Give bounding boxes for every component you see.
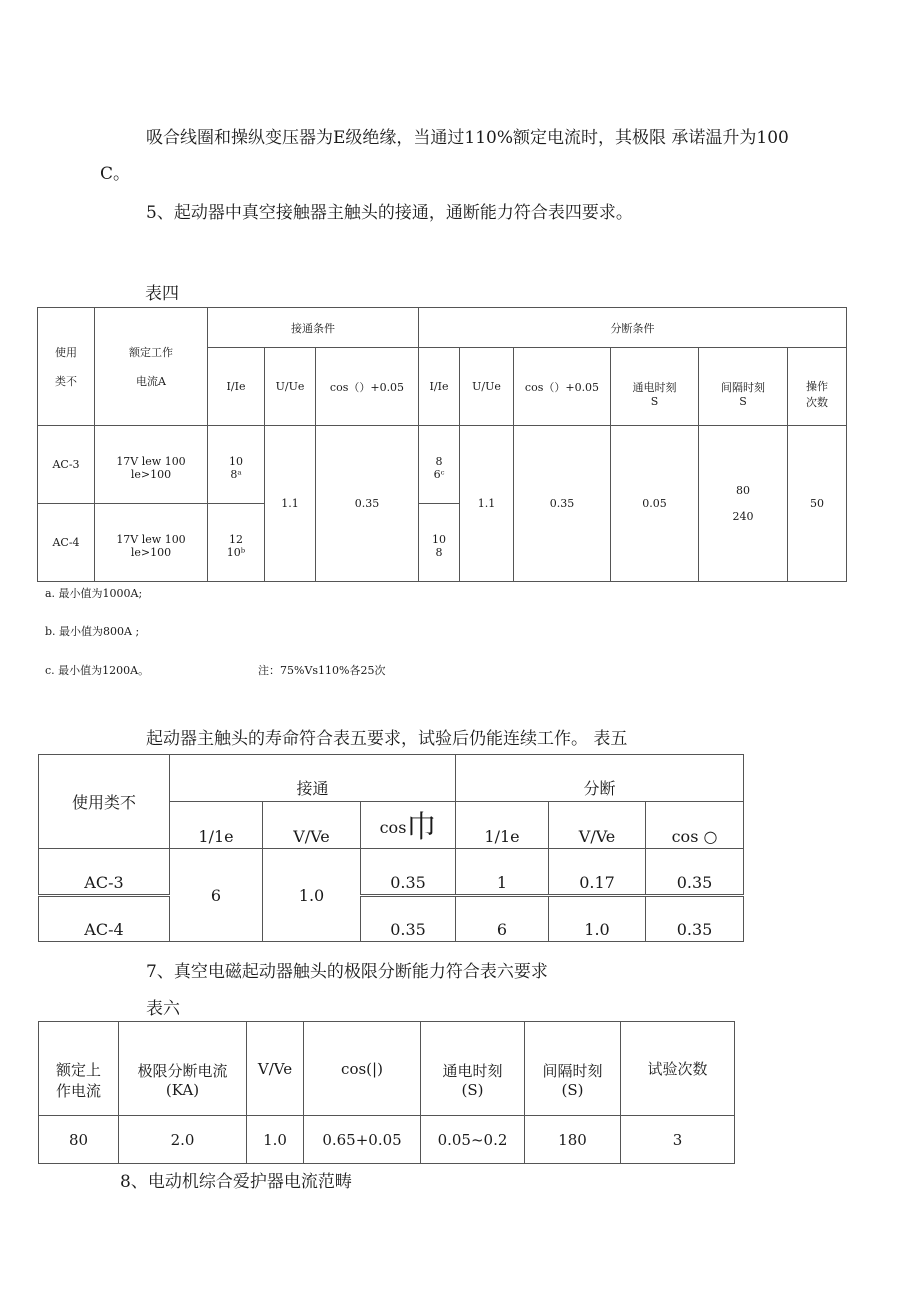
t4-break-cos: 0.35: [514, 426, 611, 582]
t4-current-ac4: 17V lew 100 le>100: [95, 504, 208, 582]
t4-ops: 操作 次数: [788, 348, 847, 426]
note-a: a. 最小值为1000A;: [45, 587, 143, 600]
t4-on-time-value: 0.05: [611, 426, 699, 582]
t5-cat-ac3: AC-3: [39, 849, 170, 896]
t6-tests-value: 3: [621, 1116, 735, 1164]
t5-cos-2: cos ○: [646, 802, 744, 849]
t6-rated-value: 80: [39, 1116, 119, 1164]
t6-limit-header: 极限分断电流 (KA): [119, 1022, 247, 1116]
t6-cos-value: 0.65+0.05: [304, 1116, 421, 1164]
t6-tests: 试验次数: [621, 1022, 735, 1116]
t5-cat-ac4: AC-4: [39, 896, 170, 942]
t5-break-i-ac4: 6: [456, 896, 549, 942]
t5-break-header: 分断: [456, 755, 744, 802]
item-8: 8、电动机综合爱护器电流范畴: [120, 1172, 352, 1192]
t4-u-ue: U/Ue: [265, 348, 316, 426]
table-row: [39, 849, 744, 896]
t6-limit-value: 2.0: [119, 1116, 247, 1164]
t4-break-header: 分断条件: [419, 308, 847, 348]
t6-int-value: 180: [525, 1116, 621, 1164]
table-row: [39, 896, 744, 942]
t5-make-i: 6: [170, 849, 263, 942]
t5-make-v: 1.0: [263, 849, 361, 942]
table-row: [38, 426, 847, 504]
note-remark: 注：75%Vs110%各25次: [258, 664, 386, 677]
table-row: [39, 1116, 735, 1164]
t4-interval: 间隔时刻 S: [699, 348, 788, 426]
item-5: 5、起动器中真空接触器主触头的接通，通断能力符合表四要求。: [146, 203, 633, 223]
t5-i-ie: 1/1e: [170, 802, 263, 849]
t4-make-i-ac3: 10 8ᵃ: [208, 426, 265, 504]
t4-u-ue-2: U/Ue: [460, 348, 514, 426]
t5-break-v-ac3: 0.17: [549, 849, 646, 896]
t6-cos: cos(|): [304, 1022, 421, 1116]
t6-v-value: 1.0: [247, 1116, 304, 1164]
t4-i-ie: I/Ie: [208, 348, 265, 426]
t5-break-i-ac3: 1: [456, 849, 549, 896]
table6-caption: 表六: [146, 999, 180, 1019]
table5-caption: 起动器主触头的寿命符合表五要求，试验后仍能连续工作。 表五: [146, 729, 628, 749]
table4: [37, 307, 847, 582]
t4-make-u: 1.1: [265, 426, 316, 582]
t6-on-time: 通电时刻 (S): [421, 1022, 525, 1116]
t5-break-cos-ac3: 0.35: [646, 849, 744, 896]
t5-v-ve-2: V/Ve: [549, 802, 646, 849]
t4-make-header: 接通条件: [208, 308, 419, 348]
t4-break-u: 1.1: [460, 426, 514, 582]
t5-cos: cos巾: [361, 802, 456, 849]
note-c: c. 最小值为1200A。: [45, 664, 150, 677]
t6-on-value: 0.05~0.2: [421, 1116, 525, 1164]
t5-category-header: 使用类不: [39, 755, 170, 849]
t4-break-i-ac3: 8 6ᶜ: [419, 426, 460, 504]
item-7: 7、真空电磁起动器触头的极限分断能力符合表六要求: [146, 962, 548, 982]
t4-rated-header: 额定工作 电流A: [95, 308, 208, 426]
t6-v-ve: V/Ve: [247, 1022, 304, 1116]
t6-interval: 间隔时刻 (S): [525, 1022, 621, 1116]
t4-make-i-ac4: 12 10ᵇ: [208, 504, 265, 582]
t4-i-ie-2: I/Ie: [419, 348, 460, 426]
t4-cos: cos（）+0.05: [316, 348, 419, 426]
t5-cos-ac4: 0.35: [361, 896, 456, 942]
t6-rated-header: 额定上 作电流: [39, 1022, 119, 1116]
table6: [38, 1021, 735, 1164]
t4-make-cos: 0.35: [316, 426, 419, 582]
note-b: b. 最小值为800A ;: [45, 625, 140, 638]
t4-break-i-ac4: 10 8: [419, 504, 460, 582]
t5-make-header: 接通: [170, 755, 456, 802]
intro-line-2: C。: [100, 164, 131, 184]
table4-caption: 表四: [145, 284, 179, 304]
t5-v-ve: V/Ve: [263, 802, 361, 849]
t5-break-cos-ac4: 0.35: [646, 896, 744, 942]
t4-category-header: 使用 类不: [38, 308, 95, 426]
intro-line-1: 吸合线圈和操纵变压器为E级绝缘，当通过110%额定电流时，其极限 承诺温升为100: [146, 128, 789, 148]
t5-break-v-ac4: 1.0: [549, 896, 646, 942]
t4-cos-2: cos（）+0.05: [514, 348, 611, 426]
t4-cat-ac3: AC-3: [38, 426, 95, 504]
table5: [38, 754, 744, 942]
t4-current-ac3: 17V lew 100 le>100: [95, 426, 208, 504]
t4-ops-value: 50: [788, 426, 847, 582]
t4-interval-value: 80 240: [699, 426, 788, 582]
t5-cos-ac3: 0.35: [361, 849, 456, 896]
t4-on-time: 通电时刻 S: [611, 348, 699, 426]
t4-cat-ac4: AC-4: [38, 504, 95, 582]
t5-i-ie-2: 1/1e: [456, 802, 549, 849]
